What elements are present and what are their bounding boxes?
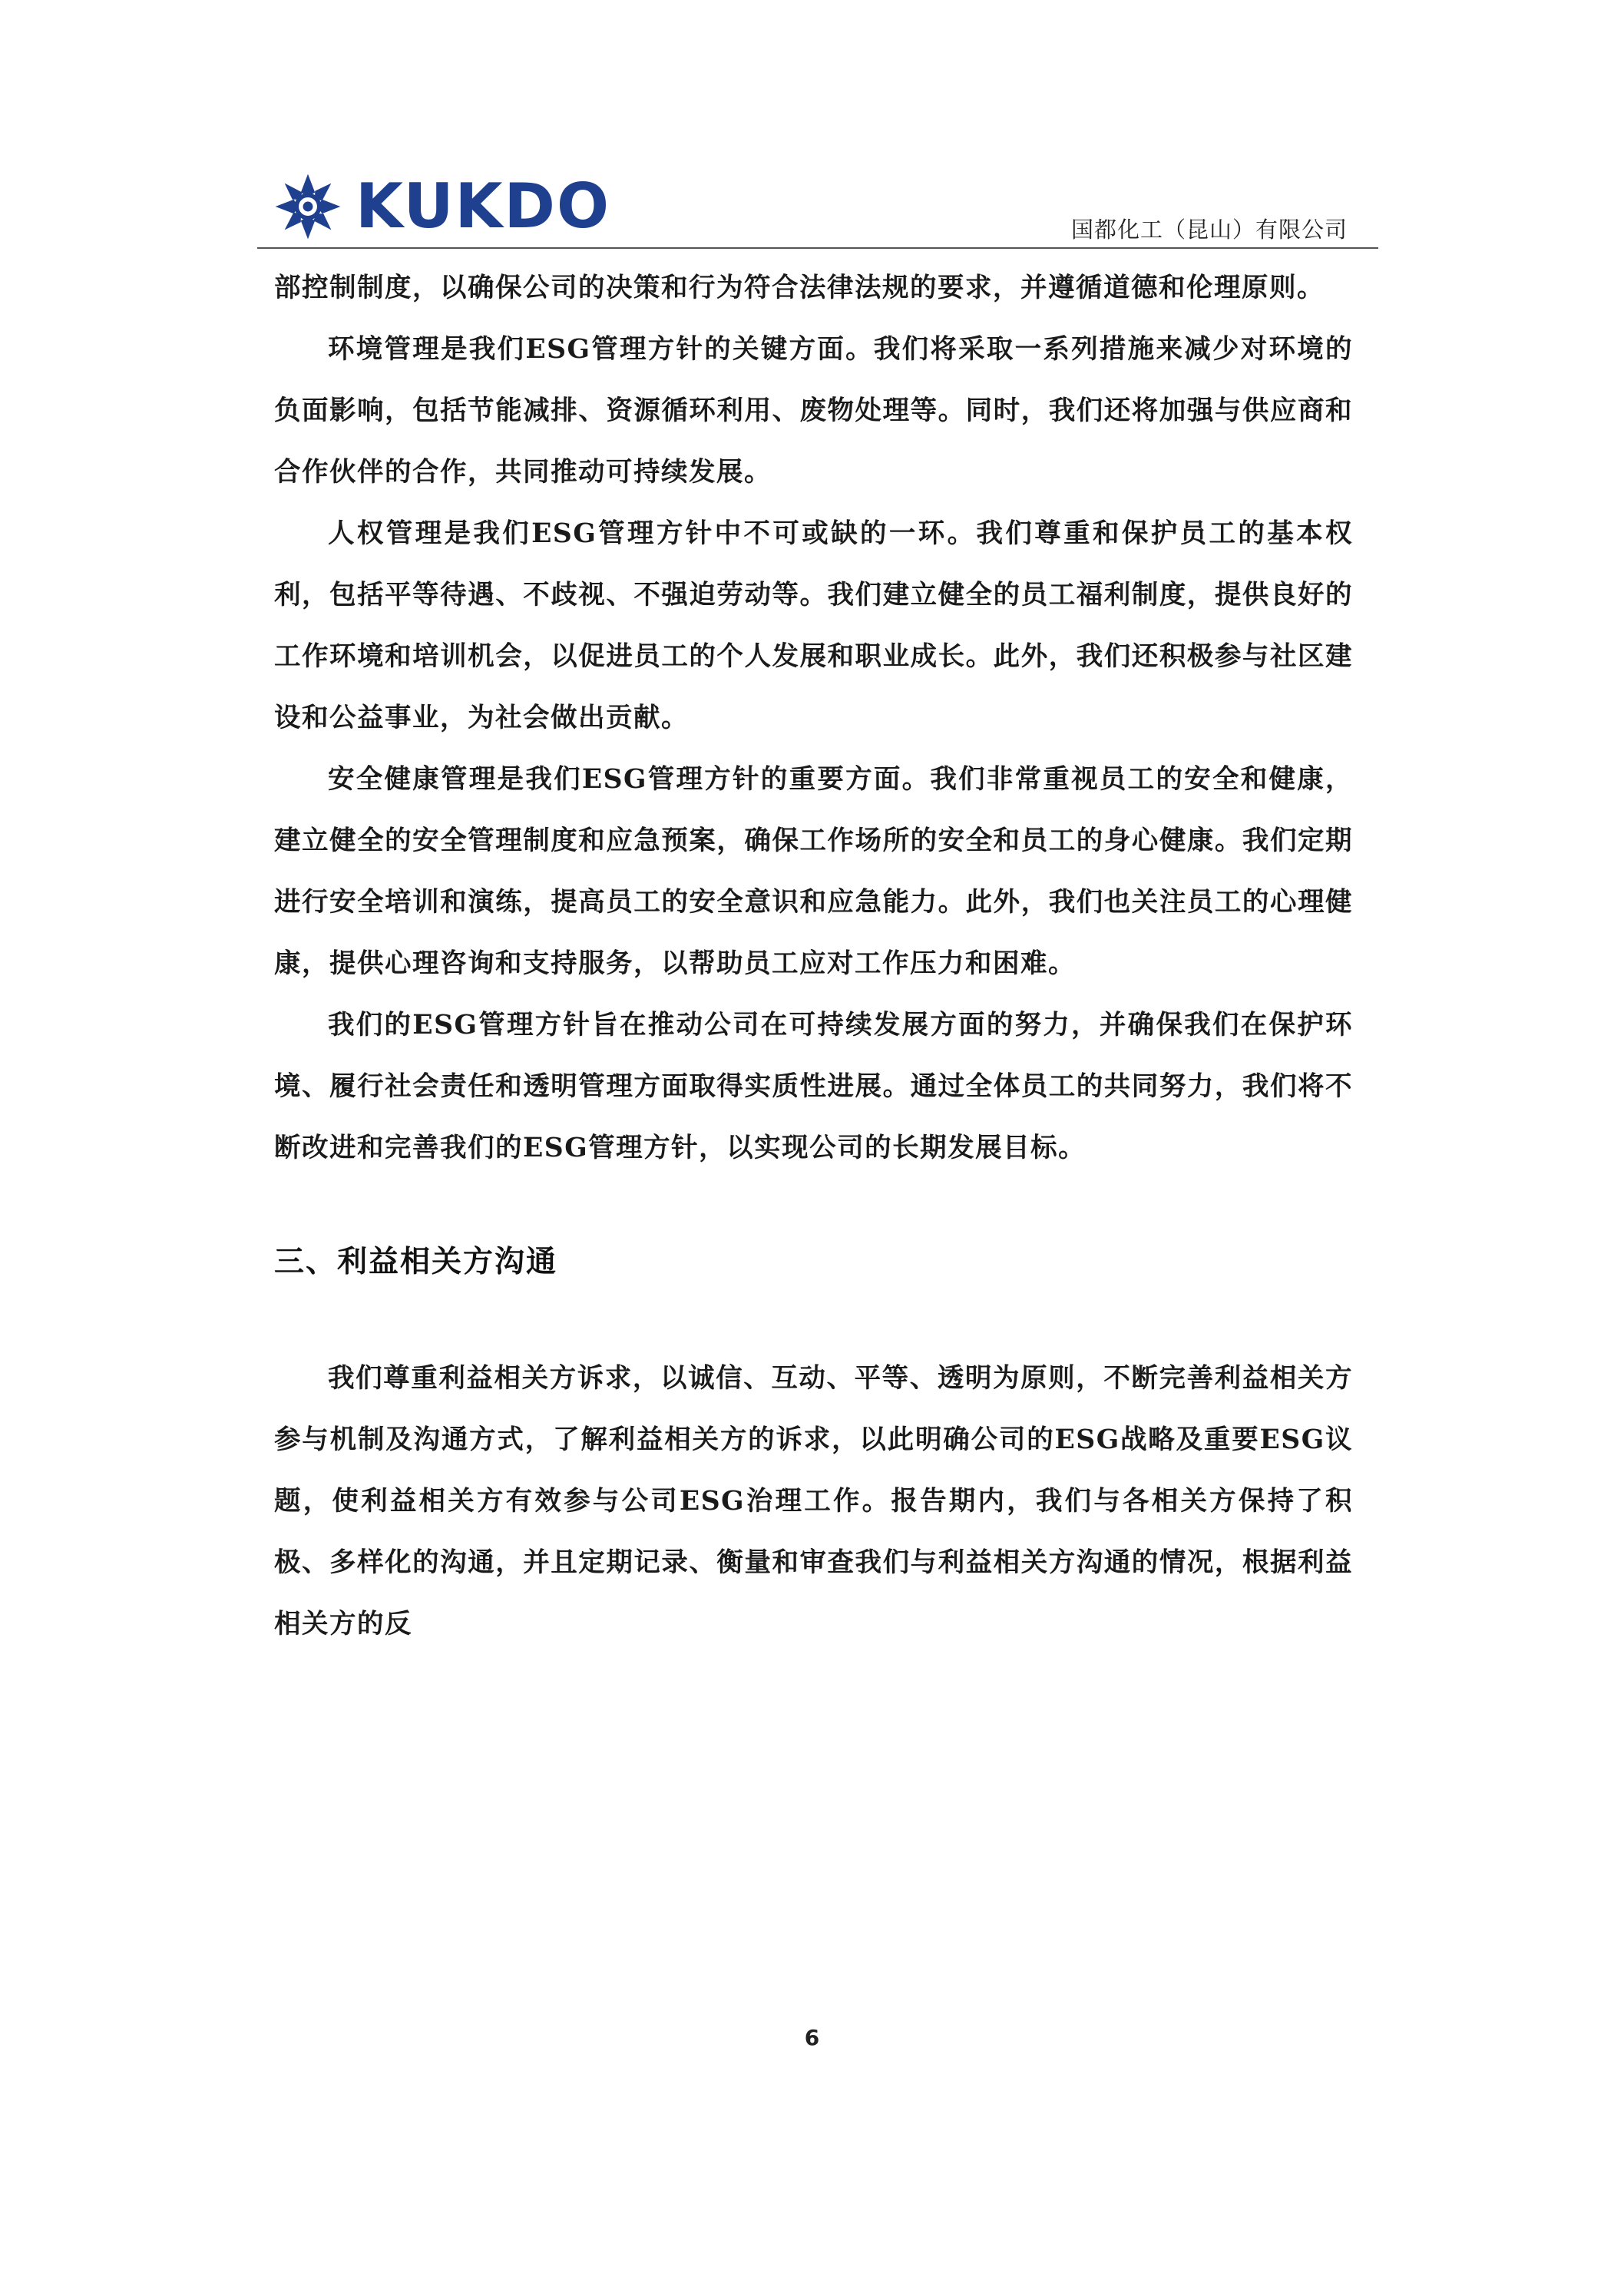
paragraph-human-rights: 人权管理是我们ESG管理方针中不可或缺的一环。我们尊重和保护员工的基本权利，包括平等待遇、不歧视、不强迫劳动等。我们建立健全的员工福利制度，提供良好的工作环境和培训机会，以促进员工的个人发展和职业成长。此外，我们还积极参与社区建设和公益事业，为社会做出贡献。 [274,518,1353,733]
section-heading: 三、利益相关方沟通 [274,1245,558,1279]
kukdo-logo [273,171,610,242]
paragraph-esg-summary: 我们的ESG管理方针旨在推动公司在可持续发展方面的努力，并确保我们在保护环境、履行社会责任和透明管理方面取得实质性进展。通过全体员工的共同努力，我们将不断改进和完善我们的ESG管理方针，以实现公司的长期发展目标。 [274,1010,1353,1163]
logo-wordmark: KUKDO [356,170,610,242]
paragraph-continuation: 部控制制度，以确保公司的决策和行为符合法律法规的要求，并遵循道德和伦理原则。 [274,273,1325,303]
header-divider [257,247,1378,249]
paragraph-safety-health: 安全健康管理是我们ESG管理方针的重要方面。我们非常重视员工的安全和健康，建立健全的安全管理制度和应急预案，确保工作场所的安全和员工的身心健康。我们定期进行安全培训和演练，提高员工的安全意识和应急能力。此外，我们也关注员工的心理健康，提供心理咨询和支持服务，以帮助员工应对工作压力和困难。 [274,764,1353,979]
paragraph-environment: 环境管理是我们ESG管理方针的关键方面。我们将采取一系列措施来减少对环境的负面影响，包括节能减排、资源循环利用、废物处理等。同时，我们还将加强与供应商和合作伙伴的合作，共同推动可持续发展。 [274,334,1353,488]
body-text [274,257,1353,1179]
page-number: 6 [804,2025,820,2050]
page-header [257,165,1363,250]
paragraph-stakeholder-communication: 我们尊重利益相关方诉求，以诚信、互动、平等、透明为原则，不断完善利益相关方参与机制及沟通方式，了解利益相关方的诉求，以此明确公司的ESG战略及重要ESG议题，使利益相关方有效参与公司ESG治理工作。报告期内，我们与各相关方保持了积极、多样化的沟通，并且定期记录、衡量和审查我们与利益相关方沟通的情况，根据利益相关方的反 [274,1363,1353,1639]
section-body [274,1348,1353,1655]
company-name: 国都化工（昆山）有限公司 [1070,217,1348,243]
kukdo-emblem-icon [273,171,343,242]
